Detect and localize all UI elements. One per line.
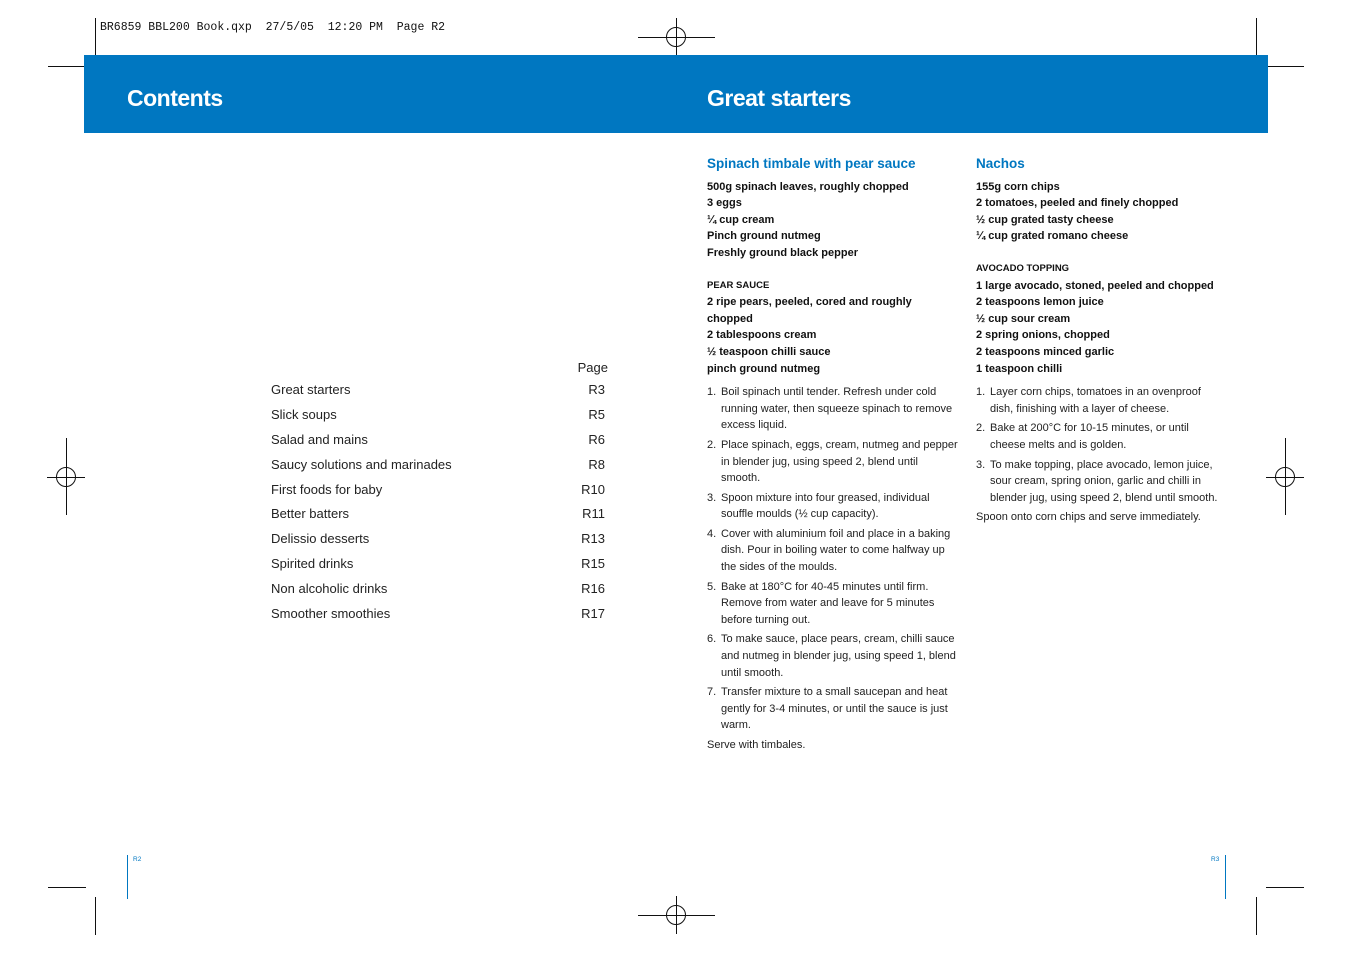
- toc-row[interactable]: [271, 457, 611, 482]
- toc-label: Salad and mains: [271, 431, 368, 447]
- folio-rule-right: [1225, 855, 1226, 899]
- toc-label: Smoother smoothies: [271, 606, 391, 622]
- pear-sauce-heading: PEAR SAUCE: [707, 279, 770, 291]
- toc-page: R6: [588, 431, 605, 447]
- ingredient: ½ cup sour cream: [976, 312, 1071, 325]
- folio-rule-left: [127, 855, 128, 899]
- header-band: [84, 55, 1268, 133]
- avocado-topping-ingredients: [976, 278, 1226, 378]
- toc-row[interactable]: [271, 556, 611, 581]
- toc-label: First foods for baby: [271, 481, 383, 497]
- ingredient: pinch ground nutmeg: [707, 362, 821, 375]
- ingredient: 2 ripe pears, peeled, cored and roughly chopped: [707, 296, 912, 325]
- toc-row[interactable]: [271, 407, 611, 432]
- toc-row[interactable]: [271, 382, 611, 407]
- toc-page: R5: [588, 406, 605, 422]
- ingredient: 155g corn chips: [976, 180, 1060, 193]
- toc-row[interactable]: [271, 506, 611, 531]
- ingredient: 1 large avocado, stoned, peeled and chopped: [976, 279, 1214, 292]
- toc-row[interactable]: [271, 482, 611, 507]
- method-step: 4. Cover with aluminium foil and place in a baking dish. Pour in boiling water to come halfway up the sides of the moulds.: [707, 527, 951, 574]
- folio-right: R3: [1211, 856, 1220, 863]
- ingredient: ½ teaspoon chilli sauce: [707, 345, 831, 358]
- spinach-serve-note: Serve with timbales.: [707, 739, 806, 751]
- spinach-method: [707, 384, 959, 734]
- toc-label: Great starters: [271, 382, 351, 397]
- method-step: 3. To make topping, place avocado, lemon juice, sour cream, spring onion, garlic and chilli in blender jug, using speed 2, blend until smooth.: [976, 458, 1218, 504]
- table-of-contents: [271, 360, 611, 631]
- nachos-ingredients: [976, 179, 1226, 245]
- ingredient: 1 teaspoon chilli: [976, 362, 1063, 375]
- toc-label: Spirited drinks: [271, 556, 354, 572]
- nachos-recipe: [976, 156, 1226, 526]
- toc-page: R11: [582, 506, 605, 522]
- method-step: 7. Transfer mixture to a small saucepan and heat gently for 3-4 minutes, or until the sauce is just warm.: [707, 686, 948, 732]
- toc-page: R15: [581, 556, 605, 572]
- toc-row[interactable]: [271, 432, 611, 457]
- toc-page: R17: [581, 606, 605, 622]
- spinach-ingredients: [707, 179, 959, 262]
- method-step: 3. Spoon mixture into four greased, individual souffle moulds (½ cup capacity).: [707, 491, 930, 521]
- method-step: 1. Layer corn chips, tomatoes in an ovenproof dish, finishing with a layer of cheese.: [976, 386, 1201, 415]
- method-step: 6. To make sauce, place pears, cream, chilli sauce and nutmeg in blender jug, using speed 1, blend until smooth.: [707, 633, 956, 679]
- great-starters-title: Great starters: [707, 85, 851, 111]
- ingredient: ¼ cup cream: [707, 213, 775, 226]
- spinach-recipe: [707, 156, 959, 754]
- nachos-method: [976, 384, 1226, 506]
- ingredient: Freshly ground black pepper: [707, 246, 858, 259]
- nachos-serve-note: Spoon onto corn chips and serve immediately.: [976, 511, 1201, 524]
- ingredient: 2 spring onions, chopped: [976, 329, 1110, 342]
- ingredient: 3 eggs: [707, 197, 742, 210]
- toc-label: Slick soups: [271, 406, 337, 422]
- ingredient: Pinch ground nutmeg: [707, 230, 821, 243]
- folio-left: R2: [133, 856, 142, 863]
- method-step: 2. Place spinach, eggs, cream, nutmeg and pepper in blender jug, using speed 2, blend until smooth.: [707, 438, 958, 485]
- ingredient: 2 tomatoes, peeled and finely chopped: [976, 197, 1179, 210]
- toc-page: R3: [588, 382, 605, 397]
- ingredient: 500g spinach leaves, roughly chopped: [707, 180, 909, 193]
- toc-label: Non alcoholic drinks: [271, 581, 388, 597]
- ingredient: ½ cup grated tasty cheese: [976, 213, 1114, 226]
- toc-page: R10: [581, 481, 605, 497]
- toc-label: Saucy solutions and marinades: [271, 456, 452, 472]
- toc-page-header: Page: [577, 360, 608, 375]
- toc-row[interactable]: [271, 606, 611, 631]
- method-step: 5. Bake at 180°C for 40-45 minutes until firm. Remove from water and leave for 5 minutes before turning out.: [707, 580, 935, 626]
- spinach-recipe-title: Spinach timbale with pear sauce: [707, 156, 916, 171]
- contents-title: Contents: [127, 85, 223, 111]
- print-slug: BR6859 BBL200 Book.qxp 27/5/05 12:20 PM Page R2: [100, 21, 446, 34]
- toc-label: Better batters: [271, 506, 350, 522]
- nachos-recipe-title: Nachos: [976, 156, 1025, 171]
- ingredient: 2 teaspoons minced garlic: [976, 345, 1115, 358]
- toc-page: R16: [581, 581, 605, 597]
- toc-row[interactable]: [271, 581, 611, 606]
- toc-label: Delissio desserts: [271, 531, 370, 547]
- toc-row[interactable]: [271, 531, 611, 556]
- toc-page: R13: [581, 531, 605, 547]
- pear-sauce-ingredients: [707, 294, 959, 377]
- method-step: 2. Bake at 200°C for 10-15 minutes, or until cheese melts and is golden.: [976, 422, 1189, 451]
- toc-page: R8: [588, 456, 605, 472]
- method-step: 1. Boil spinach until tender. Refresh under cold running water, then squeeze spinach to remove excess liquid.: [707, 386, 953, 432]
- avocado-topping-heading: AVOCADO TOPPING: [976, 262, 1070, 274]
- ingredient: 2 tablespoons cream: [707, 329, 817, 342]
- ingredient: 2 teaspoons lemon juice: [976, 296, 1104, 309]
- ingredient: ¼ cup grated romano cheese: [976, 230, 1129, 243]
